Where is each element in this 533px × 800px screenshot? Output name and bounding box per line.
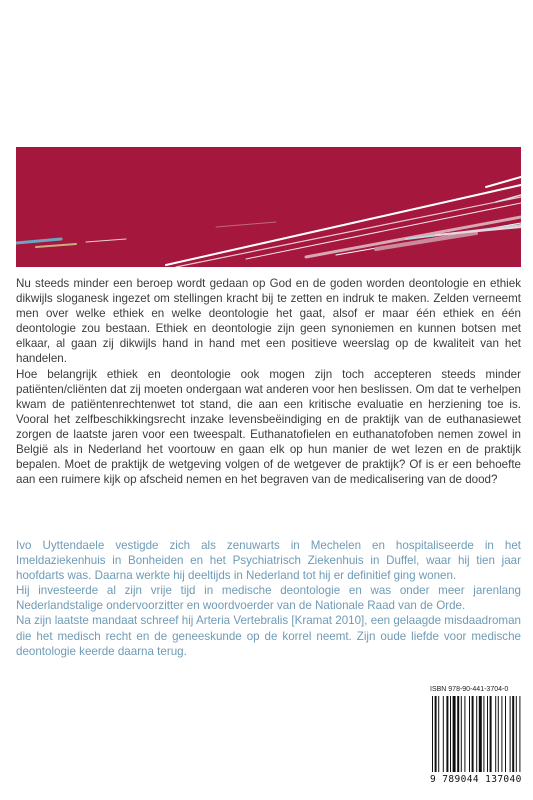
isbn-label: ISBN 978-90-441-3704-0 xyxy=(430,686,509,693)
summary-paragraph: Hoe belangrijk ethiek en deontologie ook mogen zijn toch accepteren steeds minder patiënten/cliënten dat zij moeten ondergaan wat anderen voor hen beslissen. Om dat te verhelpen kwam de patiëntenrechtenwet tot stand, die aan een kritische evaluatie en herziening toe is. Vooral het zelfbeschikkingsrecht inzake levensbeëindiging en de praktijk van de euthanasiewet zorgen de laatste jaren voor een tweespalt. Euthanatofielen en euthanatofoben nemen zowel in België als in Nederland het voortouw en gaan elk op hun manier de wet lezen en de praktijk bepalen. Moet de praktijk de wetgeving volgen of de wetgever de praktijk? Of is er een behoefte aan een ruimere kijk op afscheid nemen en het begraven van de medicalisering van de dood? xyxy=(16,367,521,487)
summary-text xyxy=(16,276,521,487)
isbn-barcode xyxy=(430,686,528,794)
bio-paragraph: Hij investeerde al zijn vrije tijd in medische deontologie en was onder meer jarenlang Nederlandstalige ondervoorzitter en woordvoerder van de Nationale Raad van de Orde. xyxy=(16,584,521,613)
bio-paragraph: Ivo Uyttendaele vestigde zich als zenuwarts in Mechelen en hospitaliseerde in het Imeldaziekenhuis in Bonheiden en het Psychiatrisch Ziekenhuis in Duffel, waar hij tien jaar hoofdarts was. Daarna werkte hij deeltijds in Nederland tot hij er definitief ging wonen. xyxy=(16,539,521,583)
barcode-digits: 9 789044 137040 xyxy=(430,774,522,785)
abstract-streaks-artwork xyxy=(16,147,521,267)
cover-art-banner xyxy=(16,147,521,267)
bio-paragraph: Na zijn laatste mandaat schreef hij Arteria Vertebralis [Kramat 2010], een gelaagde misdaadroman die het medisch recht en de geneeskunde op de korrel neemt. Zijn oude liefde voor medische deontologie keerde daarna terug. xyxy=(16,614,521,658)
summary-paragraph: Nu steeds minder een beroep wordt gedaan op God en de goden worden deontologie en ethiek dikwijls sloganesk ingezet om stellingen kracht bij te zetten en indruk te maken. Zelden verneemt men over welke ethiek en welke deontologie het gaat, alsof er maar één ethiek en één deontologie zou bestaan. Ethiek en deontologie zijn geen synoniemen en kunnen botsen met elkaar, al gaan zij dikwijls hand in hand met een positieve weerslag op de kwaliteit van het handelen. xyxy=(16,277,521,366)
author-bio xyxy=(16,538,521,659)
barcode-icon xyxy=(430,696,528,774)
